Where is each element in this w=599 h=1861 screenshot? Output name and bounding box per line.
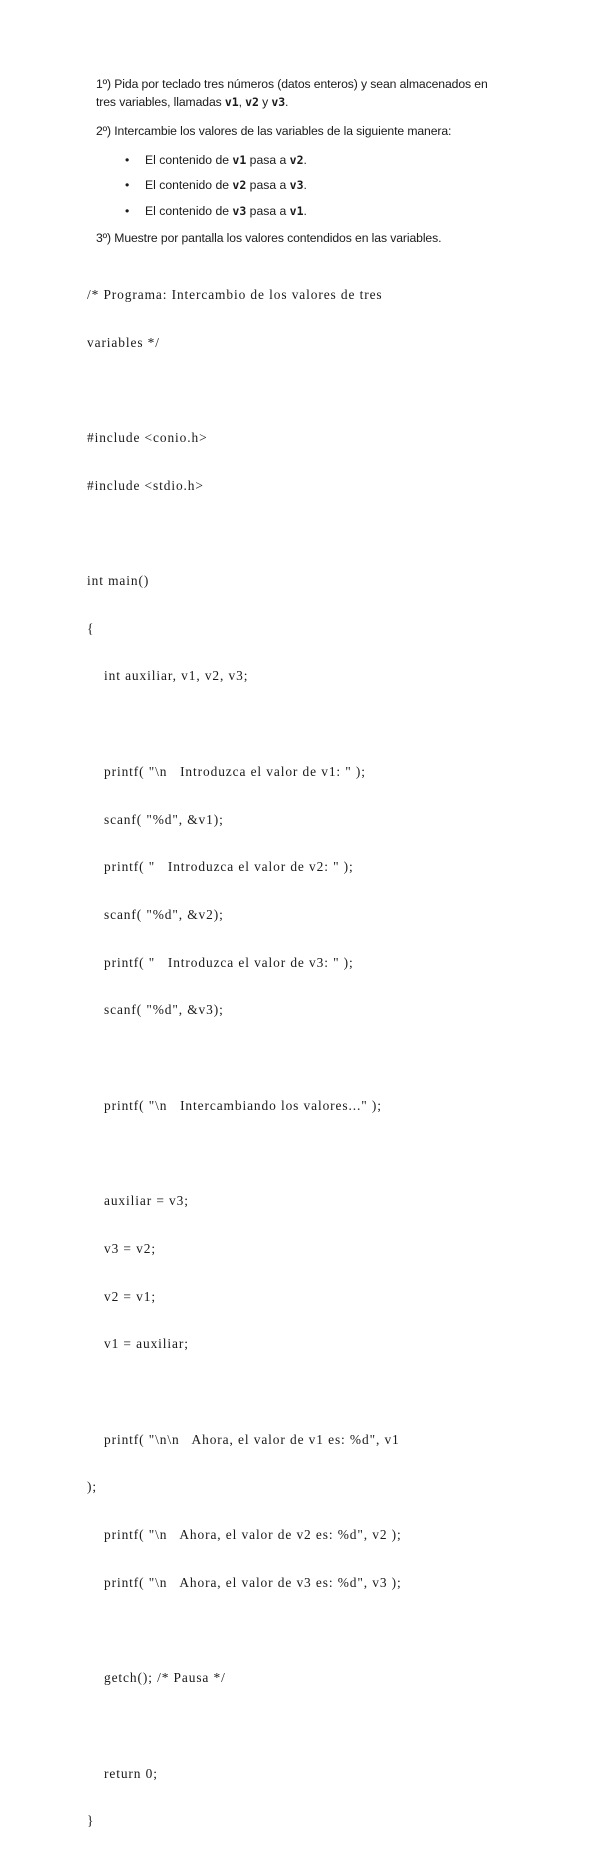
step-1-line-2-text: tres variables, llamadas [96, 95, 225, 109]
code-line: getch(); /* Pausa */ [87, 1670, 226, 1686]
step-3-paragraph: 3º) Muestre por pantalla los valores contendidos en las variables. [96, 231, 442, 245]
var-to: v3 [289, 178, 304, 192]
bullet-text: pasa a [246, 178, 290, 192]
code-line: return 0; [87, 1765, 158, 1781]
code-line: v3 = v2; [87, 1240, 156, 1256]
step-1-line-1: 1º) Pida por teclado tres números (datos enteros) y sean almacenados en [96, 77, 488, 91]
period: . [303, 153, 307, 167]
separator: , [238, 95, 246, 109]
period: . [303, 204, 307, 218]
bullet-text: pasa a [246, 153, 290, 167]
code-line: printf( "\n Ahora, el valor de v2 es: %d", v2 ); [87, 1527, 402, 1543]
code-line: scanf( "%d", &v2); [87, 906, 224, 922]
code-line: auxiliar = v3; [87, 1193, 189, 1209]
code-line: scanf( "%d", &v1); [87, 811, 224, 827]
code-line: v2 = v1; [87, 1288, 156, 1304]
code-line: printf( "\n Intercambiando los valores..." ); [87, 1097, 382, 1113]
code-line: ); [87, 1479, 97, 1495]
bullet-text: El contenido de [145, 204, 233, 218]
code-line [87, 382, 537, 398]
code-line: { [87, 620, 95, 636]
var-from: v1 [232, 153, 247, 167]
bullet-text: pasa a [246, 204, 290, 218]
separator: y [258, 95, 272, 109]
bullet-icon: • [125, 153, 130, 167]
code-line: printf( "\n Introduzca el valor de v1: " ); [87, 763, 366, 779]
code-line [87, 525, 537, 541]
code-listing [87, 255, 537, 1861]
var-to: v2 [289, 153, 304, 167]
code-line [87, 1145, 537, 1161]
code-line: printf( "\n\n Ahora, el valor de v1 es: %d", v1 [87, 1431, 400, 1447]
var-from: v2 [232, 178, 247, 192]
bullet-text: El contenido de [145, 178, 233, 192]
code-line: #include <conio.h> [87, 429, 208, 445]
code-line: } [87, 1813, 95, 1829]
step-1-paragraph [96, 75, 516, 111]
code-line: scanf( "%d", &v3); [87, 1002, 224, 1018]
period: . [285, 95, 289, 109]
code-line: printf( " Introduzca el valor de v3: " ); [87, 954, 354, 970]
code-line: /* Programa: Intercambio de los valores de tres [87, 286, 383, 302]
code-line [87, 1623, 537, 1639]
code-line: int auxiliar, v1, v2, v3; [87, 668, 249, 684]
code-line: printf( "\n Ahora, el valor de v3 es: %d", v3 ); [87, 1574, 402, 1590]
code-line: int main() [87, 573, 150, 589]
code-line [87, 1718, 537, 1734]
code-line: #include <stdio.h> [87, 477, 204, 493]
bullet-text: El contenido de [145, 153, 233, 167]
step-2-paragraph: 2º) Intercambie los valores de las variables de la siguiente manera: [96, 124, 452, 138]
code-line [87, 1050, 537, 1066]
bullet-icon: • [125, 204, 130, 218]
bullet-icon: • [125, 178, 130, 192]
code-line: variables */ [87, 334, 160, 350]
var-v2: v2 [245, 95, 259, 109]
code-line [87, 716, 537, 732]
var-v3: v3 [271, 95, 286, 109]
var-v1: v1 [224, 95, 239, 109]
var-to: v1 [289, 204, 304, 218]
code-line [87, 1384, 537, 1400]
var-from: v3 [232, 204, 247, 218]
code-line: v1 = auxiliar; [87, 1336, 189, 1352]
code-line: printf( " Introduzca el valor de v2: " ); [87, 859, 354, 875]
period: . [303, 178, 307, 192]
